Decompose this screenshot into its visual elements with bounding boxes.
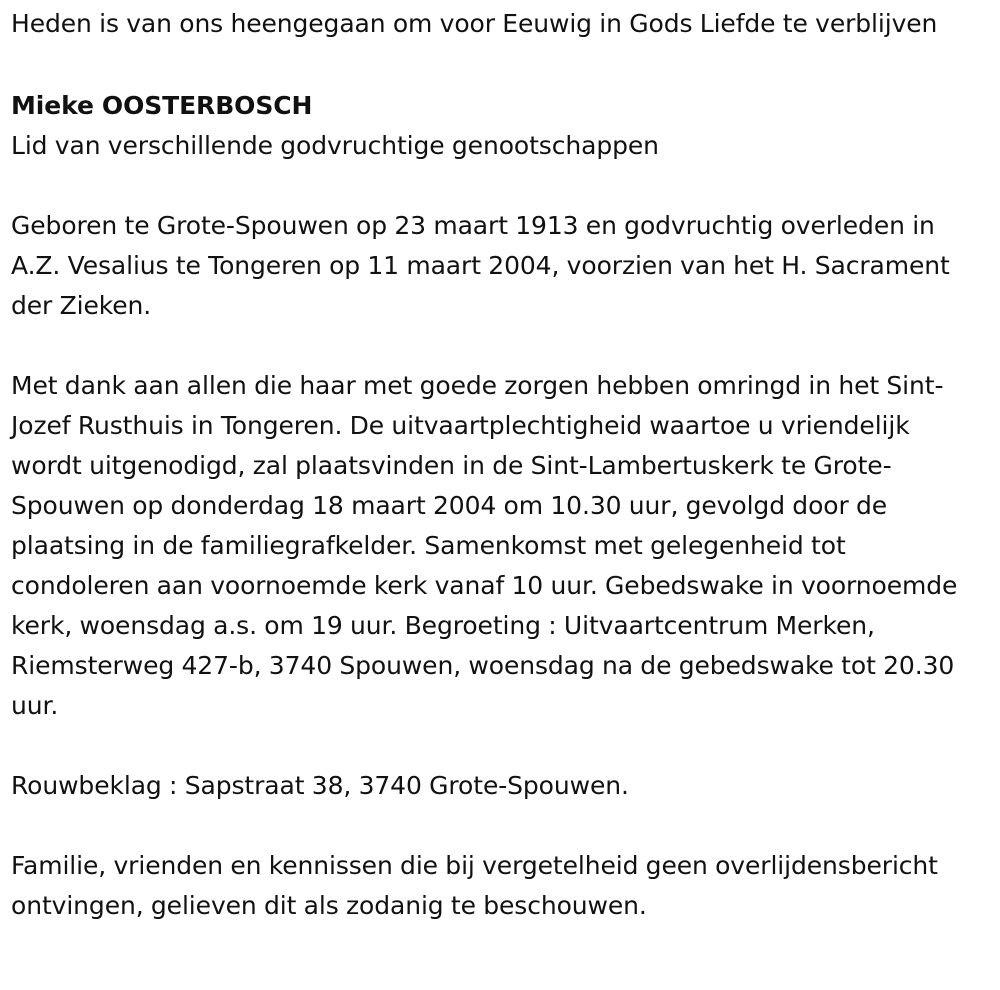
deceased-name: Mieke OOSTERBOSCH	[11, 91, 313, 120]
membership-line: Lid van verschillende godvruchtige genootschappen	[11, 131, 659, 160]
birth-death-paragraph: Geboren te Grote-Spouwen op 23 maart 1913 en godvruchtig overleden in A.Z. Vesalius te Tongeren op 11 maart 2004, voorzien van het H. Sacrament der Zieken.	[11, 211, 950, 320]
mourning-address: Rouwbeklag : Sapstraat 38, 3740 Grote-Spouwen.	[11, 771, 629, 800]
intro-paragraph: Heden is van ons heengegaan om voor Eeuwig in Gods Liefde te verblijven	[11, 9, 938, 38]
closing-note: Familie, vrienden en kennissen die bij vergetelheid geen overlijdensbericht ontvingen, gelieven dit als zodanig te beschouwen.	[11, 851, 938, 920]
funeral-info-paragraph: Met dank aan allen die haar met goede zorgen hebben omringd in het Sint-Jozef Rusthuis in Tongeren. De uitvaartplechtigheid waartoe u vriendelijk wordt uitgenodigd, zal plaatsvinden in de Sint-Lambertuskerk te Grote-Spouwen op donderdag 18 maart 2004 om 10.30 uur, gevolgd door de plaatsing in de familiegrafkelder. Samenkomst met gelegenheid tot condoleren aan voornoemde kerk vanaf 10 uur. Gebedswake in voornoemde kerk, woensdag a.s. om 19 uur. Begroeting : Uitvaartcentrum Merken, Riemsterweg 427-b, 3740 Spouwen, woensdag na de gebedswake tot 20.30 uur.	[11, 371, 958, 720]
